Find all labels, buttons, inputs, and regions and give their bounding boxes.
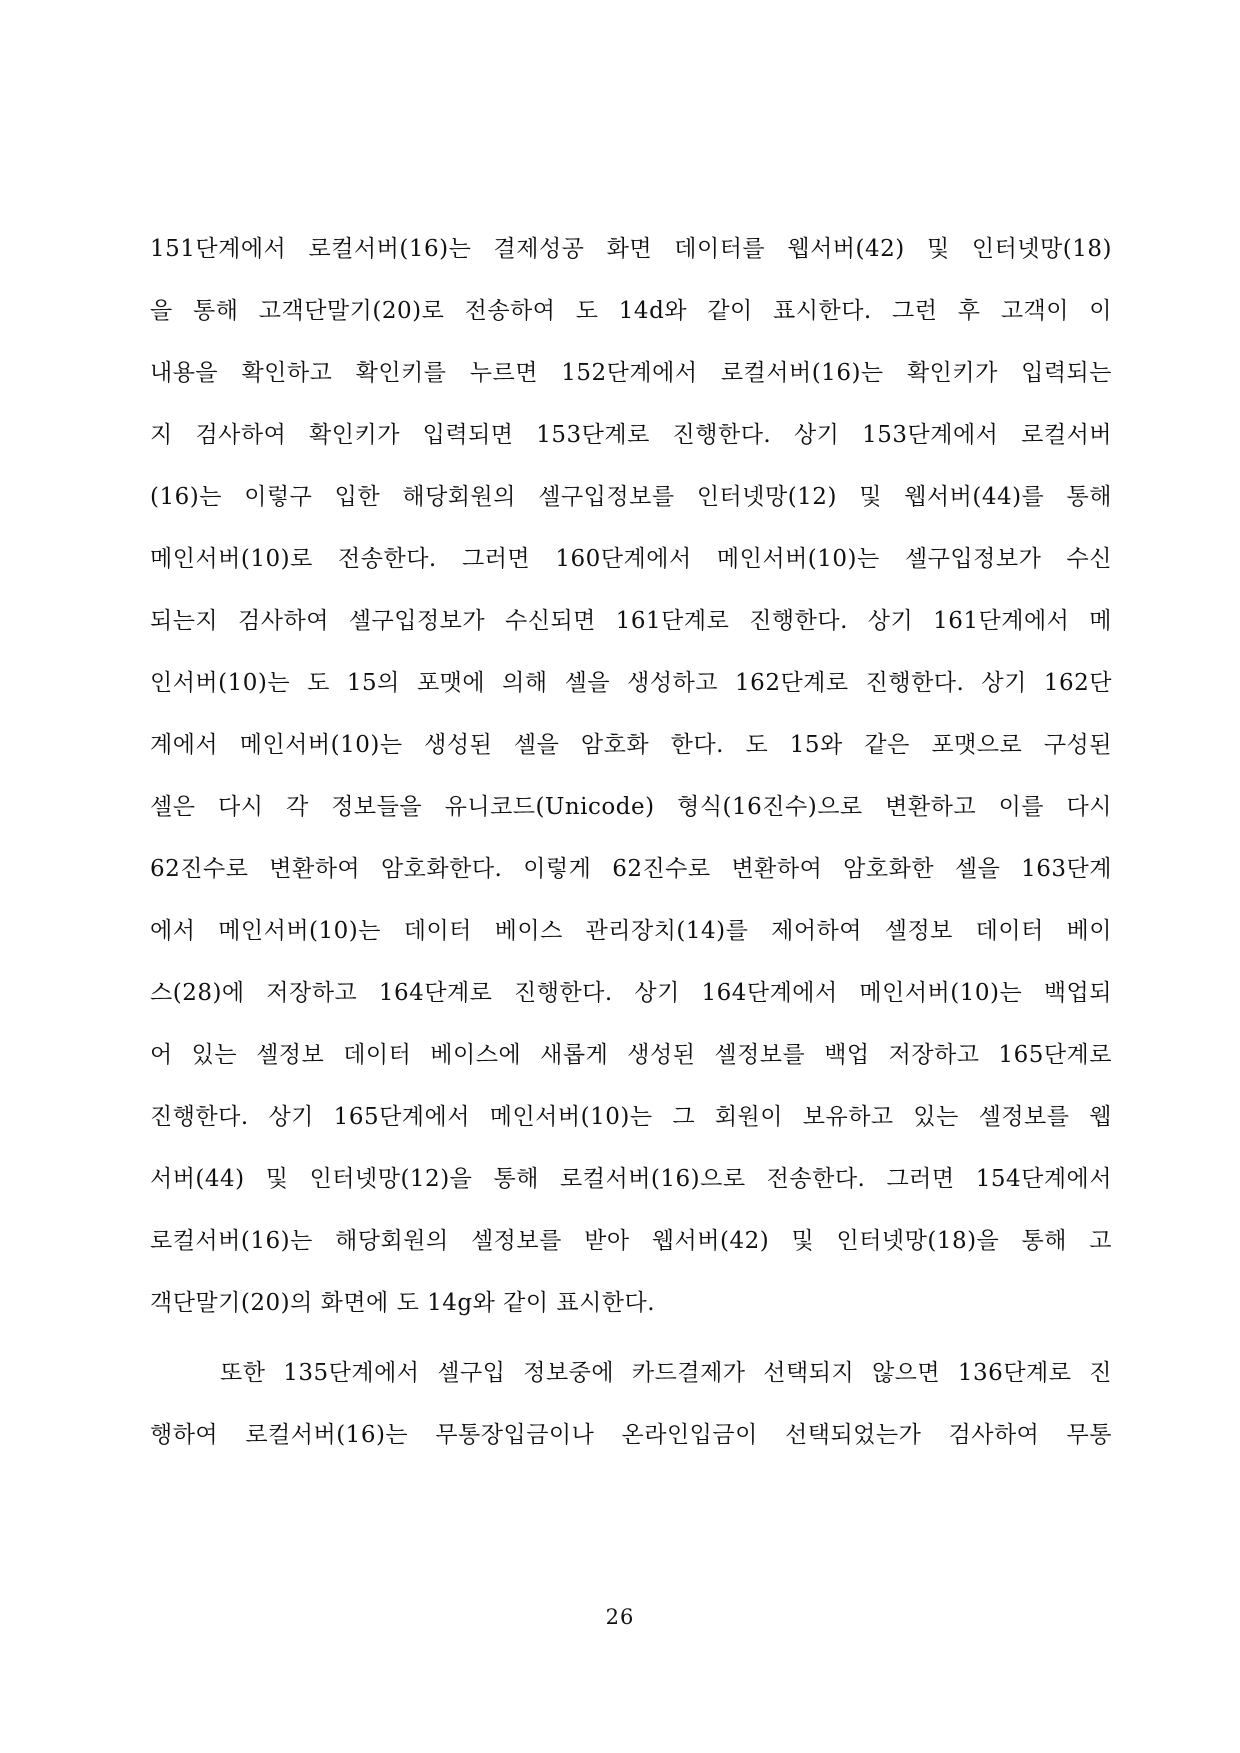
- text-line: 서버(44) 및 인터넷망(12)을 통해 로컬서버(16)으로 전송한다. 그러면 154단계에서: [150, 1166, 1112, 1192]
- document-body: [150, 218, 1112, 1466]
- text-line: 151단계에서 로컬서버(16)는 결제성공 화면 데이터를 웹서버(42) 및 인터넷망(18): [150, 236, 1112, 262]
- text-line: 계에서 메인서버(10)는 생성된 셀을 암호화 한다. 도 15와 같은 포맷으로 구성된: [150, 732, 1112, 758]
- text-line: 스(28)에 저장하고 164단계로 진행한다. 상기 164단계에서 메인서버(10)는 백업되: [150, 980, 1112, 1006]
- text-line: 객단말기(20)의 화면에 도 14g와 같이 표시한다.: [150, 1290, 656, 1316]
- paragraph-2: [150, 1342, 1112, 1466]
- text-line: 을 통해 고객단말기(20)로 전송하여 도 14d와 같이 표시한다. 그런 후 고객이 이: [150, 298, 1112, 324]
- text-line: 로컬서버(16)는 해당회원의 셀정보를 받아 웹서버(42) 및 인터넷망(18)을 통해 고: [150, 1228, 1112, 1254]
- text-line: 지 검사하여 확인키가 입력되면 153단계로 진행한다. 상기 153단계에서 로컬서버: [150, 422, 1112, 448]
- text-line: 셀은 다시 각 정보들을 유니코드(Unicode) 형식(16진수)으로 변환하고 이를 다시: [150, 794, 1112, 820]
- text-line: 행하여 로컬서버(16)는 무통장입금이나 온라인입금이 선택되었는가 검사하여 무통: [150, 1422, 1112, 1448]
- text-line: 되는지 검사하여 셀구입정보가 수신되면 161단계로 진행한다. 상기 161단계에서 메: [150, 608, 1112, 634]
- text-line: 어 있는 셀정보 데이터 베이스에 새롭게 생성된 셀정보를 백업 저장하고 165단계로: [150, 1042, 1112, 1068]
- text-line: 내용을 확인하고 확인키를 누르면 152단계에서 로컬서버(16)는 확인키가 입력되는: [150, 360, 1112, 386]
- text-line: 62진수로 변환하여 암호화한다. 이렇게 62진수로 변환하여 암호화한 셀을 163단계: [150, 856, 1112, 882]
- text-line: 메인서버(10)로 전송한다. 그러면 160단계에서 메인서버(10)는 셀구입정보가 수신: [150, 546, 1112, 572]
- paragraph-1: [150, 218, 1112, 1334]
- paragraph-gap: [150, 1334, 1112, 1342]
- page-number: 26: [605, 1605, 635, 1629]
- text-line: 인서버(10)는 도 15의 포맷에 의해 셀을 생성하고 162단계로 진행한다. 상기 162단: [150, 670, 1112, 696]
- text-line: (16)는 이렇구 입한 해당회원의 셀구입정보를 인터넷망(12) 및 웹서버(44)를 통해: [150, 484, 1112, 510]
- text-line: 진행한다. 상기 165단계에서 메인서버(10)는 그 회원이 보유하고 있는 셀정보를 웹: [150, 1104, 1112, 1130]
- text-line: 또한 135단계에서 셀구입 정보중에 카드결제가 선택되지 않으면 136단계로 진: [220, 1360, 1112, 1386]
- text-line: 에서 메인서버(10)는 데이터 베이스 관리장치(14)를 제어하여 셀정보 데이터 베이: [150, 918, 1112, 944]
